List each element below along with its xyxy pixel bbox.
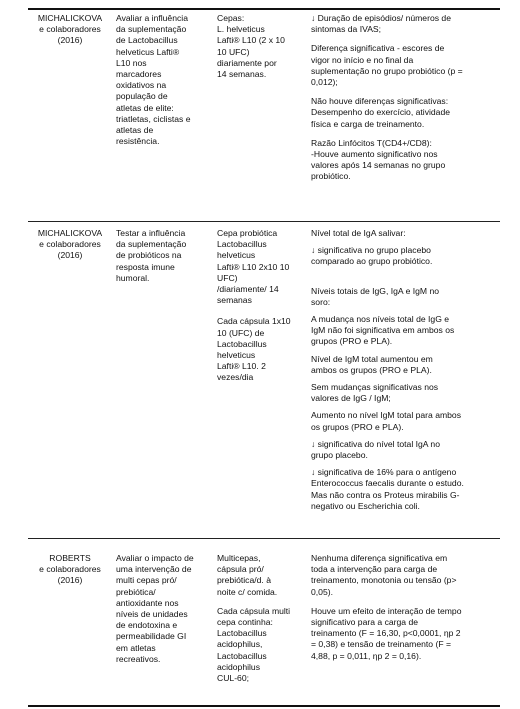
author-cell bbox=[28, 228, 112, 262]
objective-cell bbox=[116, 553, 212, 665]
result-text: Aumento no nível IgM total para ambos os grupos (PRO e PLA). bbox=[311, 410, 461, 432]
objective-cell bbox=[116, 13, 212, 147]
results-cell bbox=[311, 553, 497, 662]
intervention-cell bbox=[217, 553, 307, 684]
result-text: ↓ Duração de episódios/ números de sintomas da IVAS; bbox=[311, 13, 451, 35]
result-text: Nenhuma diferença significativa em toda a intervenção para carga de treinamento, monotonia ou tensão (p> 0,05). bbox=[311, 553, 457, 597]
objective-text: Testar a influência da suplementação de probióticos na resposta imune humoral. bbox=[116, 228, 187, 283]
result-text: Houve um efeito de interação de tempo significativo para a carga de treinamento (F = 16,30, p<0,0001, ηp 2 = 0,38) e tensão de treinamento (F = 4,88, p = 0,011, ηp 2 = 0,16). bbox=[311, 605, 462, 661]
author-text: ROBERTS e colaboradores (2016) bbox=[39, 553, 101, 586]
table-row bbox=[28, 228, 500, 528]
result-text: A mudança nos níveis total de IgG e IgM não foi significativa em ambos os grupos (PRO e PLA). bbox=[311, 314, 455, 347]
author-text: MICHALICKOVA e colaboradores (2016) bbox=[37, 228, 103, 261]
objective-cell bbox=[116, 228, 212, 284]
result-text: Níveis totais de IgG, IgA e IgM no soro: bbox=[311, 285, 440, 307]
result-text: Sem mudanças significativas nos valores de IgG / IgM; bbox=[311, 382, 439, 404]
intervention-text: Multicepas, cápsula pró/ prebiótica/d. à noite c/ comida. bbox=[217, 553, 278, 597]
result-text: ↓ significativa do nível total IgA no grupo placebo. bbox=[311, 438, 440, 461]
author-cell bbox=[28, 553, 112, 587]
intervention-cell bbox=[217, 228, 307, 384]
intervention-text: Cepas: L. helveticus Lafti® L10 (2 x 10 10 UFC) diariamente por 14 semanas. bbox=[217, 13, 285, 80]
results-cell bbox=[311, 13, 497, 183]
intervention-text: Cada cápsula 1x10 10 (UFC) de Lactobacillus helveticus Lafti® L10. 2 vezes/dia bbox=[217, 316, 291, 383]
objective-text: Avaliar a influência da suplementação de Lactobacillus helveticus Lafti® L10 nos marcadores oxidativos na população de atletas de elite: triatletas, ciclistas e atletas de resistência. bbox=[116, 13, 191, 147]
result-text: ↓ significativa no grupo placebo comparado ao grupo probiótico. bbox=[311, 245, 433, 267]
table-top-rule bbox=[28, 8, 500, 10]
row-divider bbox=[28, 221, 500, 222]
author-cell bbox=[28, 13, 112, 47]
result-text: Diferença significativa - escores de vigor no início e no final da suplementação no grupo probiótico (p = 0,012); bbox=[311, 43, 463, 88]
row-divider bbox=[28, 538, 500, 539]
intervention-text: Cada cápsula multi cepa continha: Lactobacillus acidophilus, Lactobacillus acidophilus CUL-60; bbox=[217, 605, 291, 684]
table-row bbox=[28, 553, 500, 703]
results-cell bbox=[311, 228, 497, 512]
intervention-cell bbox=[217, 13, 307, 80]
intervention-text: Cepa probiótica Lactobacillus helveticus Lafti® L10 2x10 10 UFC) /diariamente/ 14 semanas bbox=[217, 228, 290, 306]
objective-text: Avaliar o impacto de uma intervenção de multi cepas pró/ prebiótica/ antioxidante nos níveis de unidades de endotoxina e permeabilidade GI em atletas recreativos. bbox=[116, 553, 194, 664]
table-row bbox=[28, 13, 500, 218]
result-text: Razão Linfócitos T(CD4+/CD8): -Houve aumento significativo nos valores após 14 semanas no grupo probiótico. bbox=[311, 137, 446, 182]
result-text: Nível de IgM total aumentou em ambos os grupos (PRO e PLA). bbox=[311, 353, 433, 375]
result-text: ↓ significativa de 16% para o antígeno Enterococcus faecalis durante o estudo. Mas não contra os Proteus mirabilis G- negativo ou Escherichia coli. bbox=[311, 467, 464, 511]
author-text: MICHALICKOVA e colaboradores (2016) bbox=[37, 13, 103, 46]
result-text: Nível total de IgA salivar: bbox=[311, 228, 406, 238]
table-bottom-rule bbox=[28, 705, 500, 707]
result-text: Não houve diferenças significativas: Desempenho do exercício, atividade física e carga de treinamento. bbox=[311, 96, 451, 129]
